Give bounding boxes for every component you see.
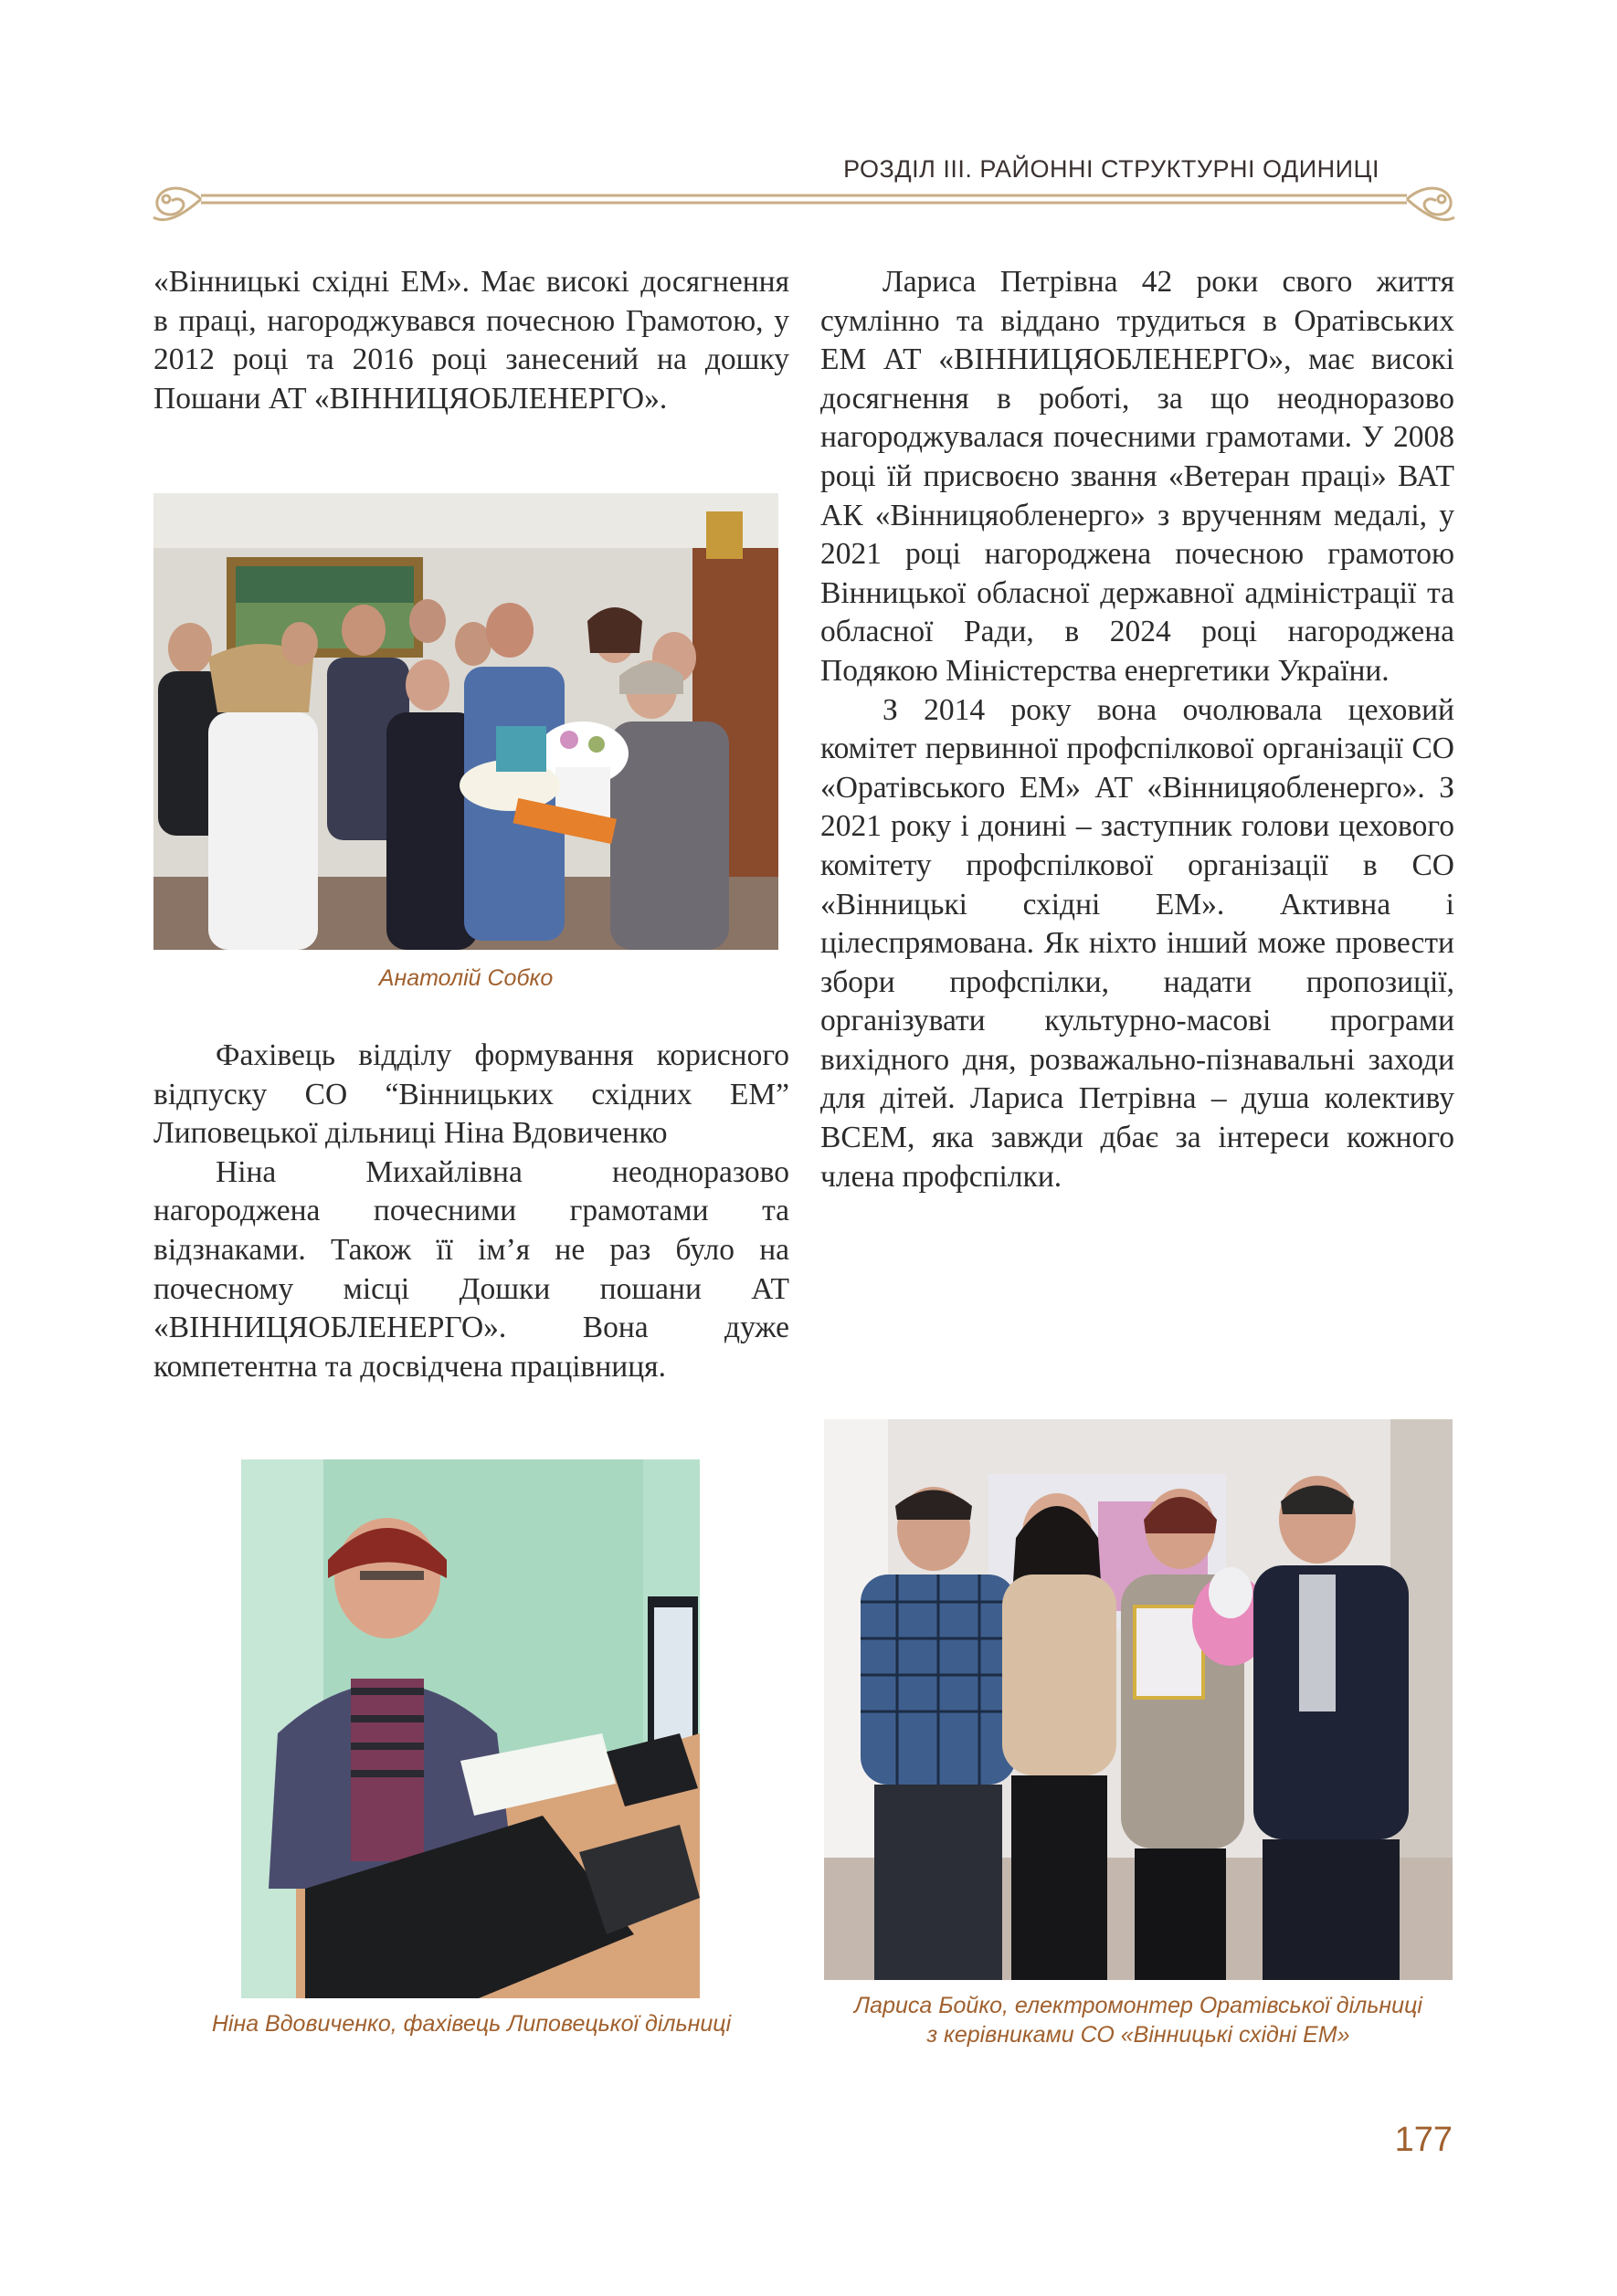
paragraph: Лариса Петрівна 42 роки свого життя сумлінно та віддано трудиться в Оратівських ЕМ АТ «ВІННИЦЯОБЛЕНЕРГО», має високі досягнення в роботі, за що неодноразово нагороджувалася почесними грамотами. У 2008 році їй присвоєно звання «Ветеран праці» ВАТ АК «Вінницяобленерго» з врученням медалі, у 2021 році нагороджена почесною грамотою Вінницької обласної державної адміністрації та обласної Ради, в 2024 році нагороджена Подякою Міністерства енергетики України. (820, 265, 1454, 688)
paragraph: «Вінницькі східні ЕМ». Має високі досягнення в праці, нагороджувався почесною Грамотою, у 2012 році та 2016 році занесений на дошку Пошани АТ «ВІННИЦЯОБЛЕНЕРГО». (153, 265, 789, 416)
caption-photo1: Анатолій Собко (378, 965, 554, 991)
left-column-bottom (153, 1037, 789, 1386)
office-photo-image (824, 1419, 1453, 1980)
paragraph: Фахівець відділу формування корисного відпуску СО “Вінницьких східних ЕМ” Липовецької дільниці Ніна Вдовиченко (153, 1038, 789, 1151)
caption-photo3-line2: з керівниками СО «Вінницькі східні ЕМ» (926, 2022, 1350, 2048)
section-title: РОЗДІЛ ІІІ. РАЙОННІ СТРУКТУРНІ ОДИНИЦІ (843, 155, 1379, 183)
photo-group-anatoliy-sobko (153, 493, 778, 950)
page-number: 177 (1394, 2121, 1453, 2159)
paragraph: З 2014 року вона очолювала цеховий комітет первинної профспілкової організації СО «Оратівського ЕМ» АТ «Вінницяобленерго». З 2021 року і донині – заступник голови цехового комітету профспілкової організації в СО «Вінницькі східні ЕМ». Активна і цілеспрямована. Як ніхто інший може провести збори профспілки, надати пропозиції, організувати культурно-масові програми вихідного дня, розважально-пізнавальні заходи для дітей. Лариса Петрівна – душа колективу ВСЕМ, яка завжди дбає за інтереси кожного члена профспілки. (820, 692, 1454, 1194)
group-photo-image (153, 493, 778, 950)
caption-photo3-line1: Лариса Бойко, електромонтер Оратівської дільниці (854, 1993, 1422, 2018)
paragraph: Ніна Михайлівна неодноразово нагороджена почесними грамотами та відзнаками. Також її ім’я не раз було на почесному місці Дошки пошани АТ «ВІННИЦЯОБЛЕНЕРГО». Вона дуже компетентна та досвідчена працівниця. (153, 1154, 789, 1384)
caption-photo2: Ніна Вдовиченко, фахівець Липовецької дільниці (211, 2011, 732, 2037)
ornamental-header-rule (146, 174, 1462, 247)
photo-nina-vdovychenko (241, 1459, 700, 1998)
right-column (820, 263, 1454, 1196)
caption-photo3 (824, 1991, 1453, 2049)
desk-photo-image (241, 1459, 700, 1998)
photo-larysa-boyko (824, 1419, 1453, 1980)
left-column-top (153, 263, 789, 418)
